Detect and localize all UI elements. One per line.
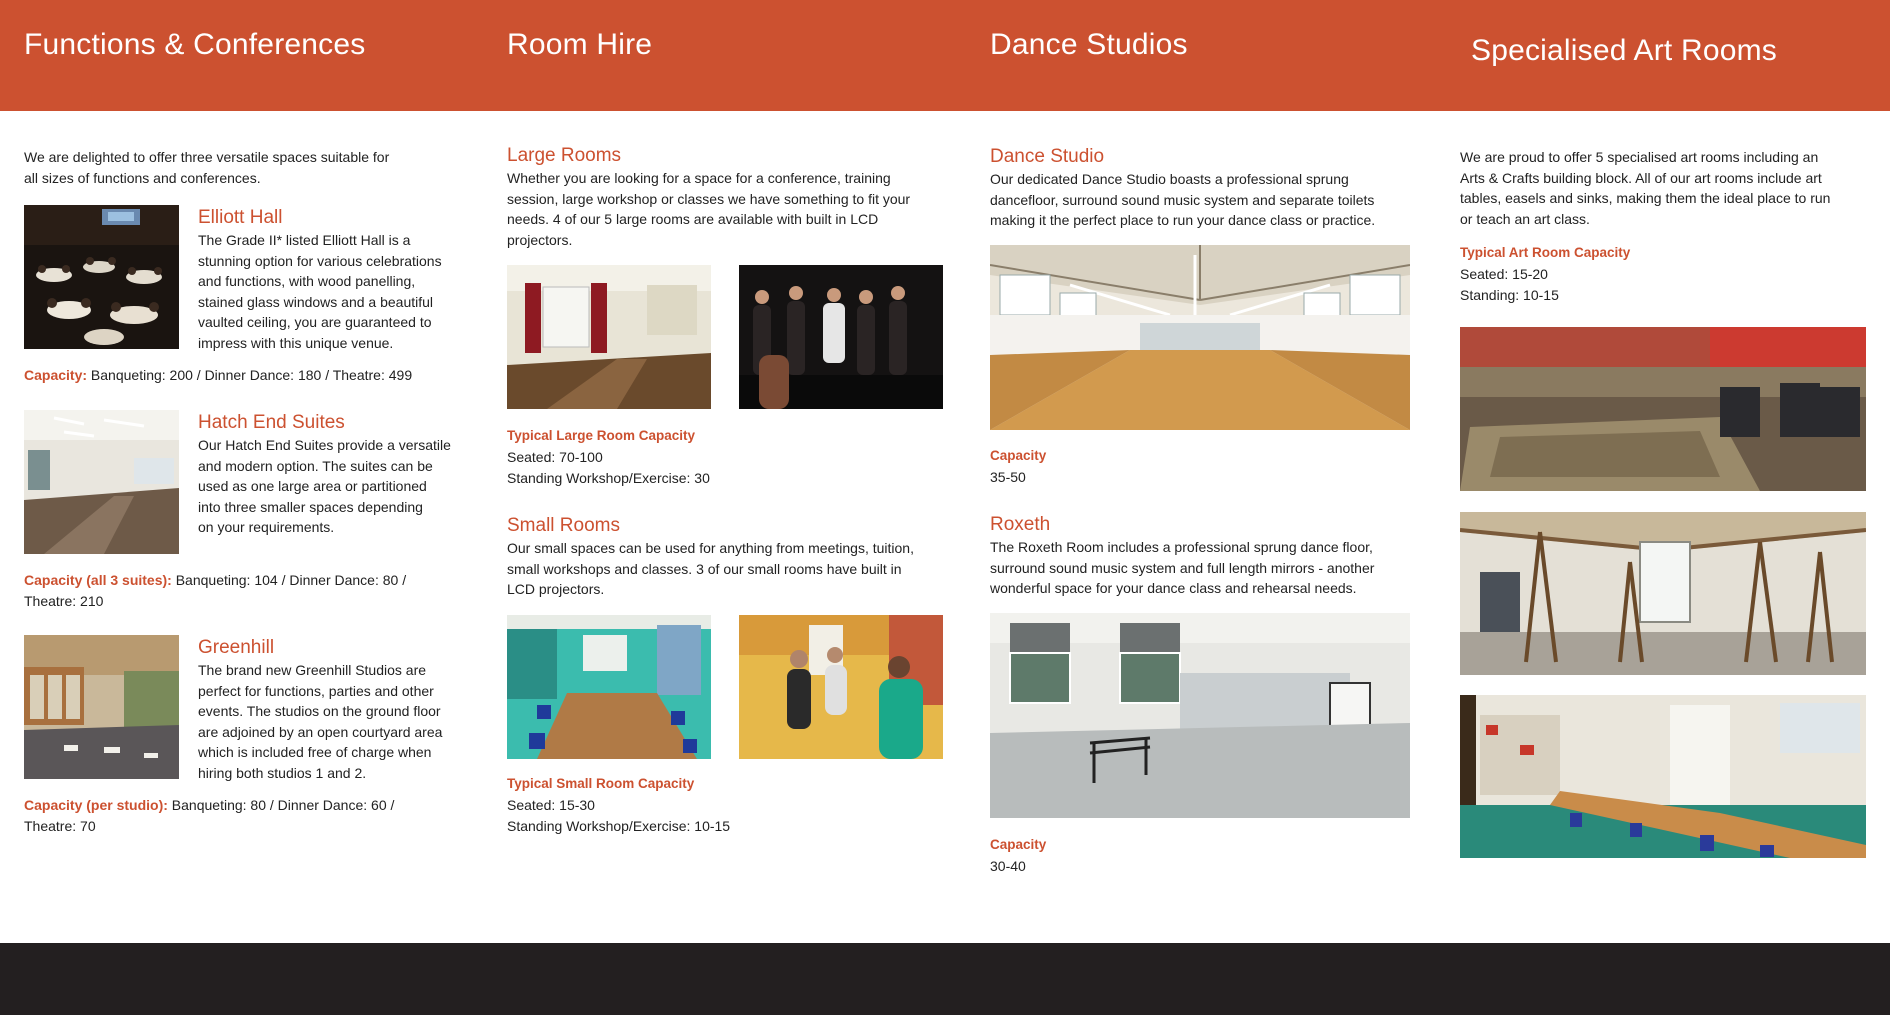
description-line: and modern option. The suites can be: [198, 457, 433, 474]
elliott-hall-capacity: [24, 365, 412, 386]
dance-studio-description: [990, 169, 1375, 231]
art-room-seated: Seated: 15-20: [1460, 266, 1548, 282]
description-line: events. The studios on the ground floor: [198, 703, 441, 720]
large-room-photo: [507, 265, 711, 409]
small-rooms-title: Small Rooms: [507, 515, 620, 536]
elliott-hall-title: Elliott Hall: [198, 207, 283, 228]
hatch-end-capacity: [24, 570, 406, 611]
small-room-standing: Standing Workshop/Exercise: 10-15: [507, 818, 731, 834]
description-line: surround sound music system and full length mirrors - another: [990, 559, 1375, 576]
description-line: making it the perfect place to run your dance class or practice.: [990, 212, 1376, 229]
elliott-hall-photo: [24, 205, 179, 349]
description-line: perfect for functions, parties and other: [198, 682, 434, 699]
dance-studios-title: Dance Studios: [990, 28, 1188, 61]
small-rooms-description: [507, 538, 914, 600]
description-line: projectors.: [507, 231, 573, 248]
description-line: into three smaller spaces depending: [198, 498, 423, 515]
description-line: Our Hatch End Suites provide a versatile: [198, 437, 451, 453]
greenhill-title: Greenhill: [198, 637, 275, 658]
footer-band: [0, 943, 1890, 1015]
hatch-end-description: [198, 435, 451, 538]
capacity-label: Capacity:: [24, 367, 88, 383]
large-room-standing: Standing Workshop/Exercise: 30: [507, 470, 710, 486]
description-line: small workshops and classes. 3 of our small rooms have built in: [507, 560, 902, 577]
roxeth-photo: [990, 613, 1410, 818]
roxeth-capacity-value: 30-40: [990, 858, 1026, 874]
hatch-end-photo: [24, 410, 179, 554]
room-hire-title: Room Hire: [507, 28, 653, 61]
art-room-easels-photo: [1460, 512, 1866, 675]
description-line: Arts & Crafts building block. All of our art rooms include art: [1460, 169, 1822, 186]
description-line: Our dedicated Dance Studio boasts a professional sprung: [990, 171, 1349, 187]
capacity-value: Theatre: 210: [24, 592, 104, 609]
description-line: LCD projectors.: [507, 581, 605, 598]
roxeth-description: [990, 537, 1374, 599]
description-line: Our small spaces can be used for anything from meetings, tuition,: [507, 540, 914, 556]
functions-title: Functions & Conferences: [24, 28, 366, 61]
description-line: needs. 4 of our 5 large rooms are available with built in LCD: [507, 211, 879, 228]
capacity-value: Theatre: 70: [24, 817, 96, 834]
greenhill-photo: [24, 635, 179, 779]
large-rooms-title: Large Rooms: [507, 145, 622, 166]
large-room-seated: Seated: 70-100: [507, 449, 603, 465]
dance-studio-title: Dance Studio: [990, 146, 1105, 167]
art-rooms-description: [1460, 147, 1830, 229]
art-rooms-title: Specialised Art Rooms: [1471, 34, 1778, 67]
large-rooms-description: [507, 168, 910, 250]
description-line: stained glass windows and a beautiful: [198, 293, 434, 310]
greenhill-capacity: [24, 795, 394, 836]
small-room-seated: Seated: 15-30: [507, 797, 595, 813]
description-line: tables, easels and sinks, making them the ideal place to run: [1460, 190, 1831, 207]
description-line: vaulted ceiling, you are guaranteed to: [198, 314, 432, 331]
functions-intro: [24, 147, 389, 188]
workshop-photo: [739, 265, 943, 409]
capacity-value: Banqueting: 80 / Dinner Dance: 60 /: [167, 797, 395, 813]
description-line: The brand new Greenhill Studios are: [198, 662, 427, 678]
capacity-value: Banqueting: 104 / Dinner Dance: 80 /: [171, 572, 407, 588]
large-room-capacity-heading: Typical Large Room Capacity: [507, 428, 696, 443]
capacity-label: Capacity (all 3 suites):: [24, 572, 172, 588]
functions-intro-line: We are delighted to offer three versatile spaces suitable for: [24, 149, 390, 165]
art-room-standing: Standing: 10-15: [1460, 287, 1559, 303]
roxeth-title: Roxeth: [990, 514, 1051, 535]
description-line: stunning option for various celebrations: [198, 252, 442, 269]
small-workshop-photo: [739, 615, 943, 759]
art-room-capacity-heading: Typical Art Room Capacity: [1460, 245, 1631, 260]
description-line: which is included free of charge when: [198, 744, 432, 761]
description-line: The Roxeth Room includes a professional sprung dance floor,: [990, 539, 1373, 555]
description-line: hiring both studios 1 and 2.: [198, 764, 367, 781]
roxeth-capacity-heading: Capacity: [990, 837, 1047, 852]
small-room-capacity-heading: Typical Small Room Capacity: [507, 776, 695, 791]
description-line: or teach an art class.: [1460, 210, 1590, 227]
description-line: on your requirements.: [198, 519, 335, 536]
description-line: are adjoined by an open courtyard area: [198, 723, 443, 740]
art-room-tables-photo: [1460, 327, 1866, 491]
description-line: session, large workshop or classes we have something to fit your: [507, 190, 911, 207]
capacity-label: Capacity (per studio):: [24, 797, 168, 813]
functions-intro-line: all sizes of functions and conferences.: [24, 169, 261, 186]
art-room-classroom-photo: [1460, 695, 1866, 858]
description-line: Whether you are looking for a space for a conference, training: [507, 170, 891, 186]
description-line: used as one large area or partitioned: [198, 478, 427, 495]
description-line: The Grade II* listed Elliott Hall is a: [198, 232, 411, 248]
description-line: wonderful space for your dance class and rehearsal needs.: [990, 580, 1357, 597]
hatch-end-title: Hatch End Suites: [198, 412, 345, 433]
description-line: We are proud to offer 5 specialised art rooms including an: [1460, 149, 1819, 165]
elliott-hall-description: [198, 230, 442, 354]
dance-studio-capacity-heading: Capacity: [990, 448, 1047, 463]
dance-studio-photo: [990, 245, 1410, 430]
description-line: dancefloor, surround sound music system and separate toilets: [990, 191, 1375, 208]
description-line: impress with this unique venue.: [198, 334, 394, 351]
description-line: and functions, with wood panelling,: [198, 273, 416, 290]
capacity-value: Banqueting: 200 / Dinner Dance: 180 / Theatre: 499: [87, 367, 413, 383]
small-room-photo: [507, 615, 711, 759]
greenhill-description: [198, 660, 442, 784]
dance-studio-capacity-value: 35-50: [990, 469, 1026, 485]
